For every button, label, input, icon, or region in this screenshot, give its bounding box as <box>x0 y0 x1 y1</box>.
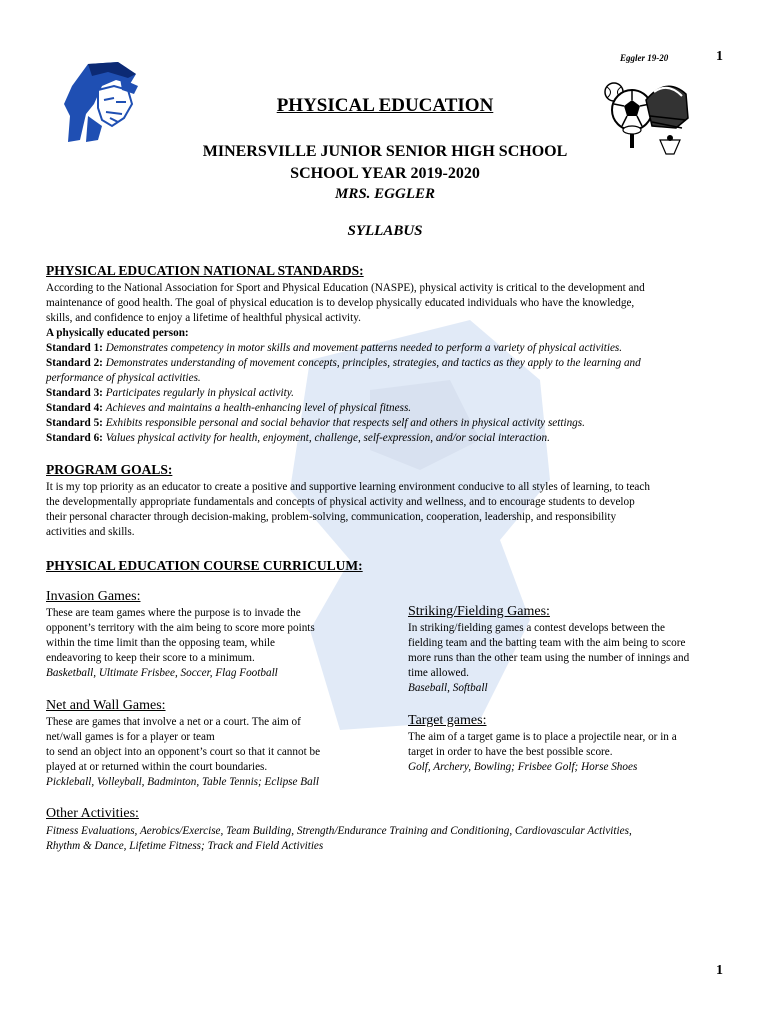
text-line: These are games that involve a net or a court. The aim of <box>46 716 301 728</box>
text-line: opponent’s territory with the aim being to score more points <box>46 622 315 634</box>
examples-line: Baseball, Softball <box>408 682 488 694</box>
school-year: SCHOOL YEAR 2019-2020 <box>290 165 480 182</box>
text-line: These are team games where the purpose is to invade the <box>46 607 301 619</box>
standards-intro-line: According to the National Association for Sport and Physical Education (NASPE), physical activity is critical to the development and <box>46 282 645 294</box>
standard-item: Standard 5: Exhibits responsible personal and social behavior that respects self and others in physical activity settings. <box>46 417 585 429</box>
school-name: MINERSVILLE JUNIOR SENIOR HIGH SCHOOL <box>202 143 568 160</box>
text-line: In striking/fielding games a contest develops between the <box>408 622 665 634</box>
other-activities-text <box>46 824 746 854</box>
standards-heading: PHYSICAL EDUCATION NATIONAL STANDARDS: <box>46 263 364 278</box>
educated-person-label: A physically educated person: <box>46 327 189 339</box>
striking-games-title: Striking/Fielding Games: <box>408 604 550 619</box>
text-line: net/wall games is for a player or team <box>46 731 215 743</box>
standard-item: Standard 2: Demonstrates understanding of movement concepts, principles, strategies, and tactics as they apply to the learning and <box>46 357 641 369</box>
goals-line: activities and skills. <box>46 526 135 538</box>
page-number-bottom: 1 <box>716 963 723 978</box>
standard-item: Standard 1: Demonstrates competency in motor skills and movement patterns needed to perform a variety of physical activities. <box>46 342 623 354</box>
net-wall-games-title: Net and Wall Games: <box>46 698 166 713</box>
text-line: played at or returned within the court boundaries. <box>46 761 268 773</box>
standard-item-continuation: performance of physical activities. <box>46 372 201 384</box>
document-type: SYLLABUS <box>347 223 423 239</box>
page-title: PHYSICAL EDUCATION <box>276 95 494 116</box>
header-code: Eggler 19-20 <box>620 53 669 63</box>
standard-item: Standard 3: Participates regularly in physical activity. <box>46 387 294 399</box>
teacher-name: MRS. EGGLER <box>334 186 436 202</box>
text-line: more runs than the other team using the number of innings and <box>408 652 690 664</box>
standard-item: Standard 6: Values physical activity for health, enjoyment, challenge, self-expression, and/or social interaction. <box>46 432 550 444</box>
net-wall-games-text <box>46 715 386 790</box>
target-games-title: Target games: <box>408 713 487 728</box>
invasion-games-title: Invasion Games: <box>46 589 141 604</box>
text-line: to send an object into an opponent’s court so that it cannot be <box>46 746 321 758</box>
goals-line: their personal character through decision-making, problem-solving, communication, cooperation, leadership, and responsibility <box>46 511 617 523</box>
text-line: within the time limit than the opposing team, while <box>46 637 275 649</box>
text-line: fielding team and the batting team with the aim being to score <box>408 637 686 649</box>
examples-line: Basketball, Ultimate Frisbee, Soccer, Flag Football <box>46 667 278 679</box>
goals-heading: PROGRAM GOALS: <box>46 462 173 477</box>
examples-line: Pickleball, Volleyball, Badminton, Table Tennis; Eclipse Ball <box>46 776 319 788</box>
text-line: Rhythm & Dance, Lifetime Fitness; Track and Field Activities <box>46 840 324 852</box>
goals-text <box>46 480 746 540</box>
standard-item: Standard 4: Achieves and maintains a health-enhancing level of physical fitness. <box>46 402 412 414</box>
examples-line: Golf, Archery, Bowling; Frisbee Golf; Horse Shoes <box>408 761 638 773</box>
curriculum-heading: PHYSICAL EDUCATION COURSE CURRICULUM: <box>46 558 363 573</box>
other-activities-title: Other Activities: <box>46 806 139 821</box>
target-games-text <box>408 730 748 775</box>
striking-games-text <box>408 621 748 696</box>
text-line: target in order to have the best possible score. <box>408 746 613 758</box>
standards-section <box>46 281 746 446</box>
standards-intro-line: maintenance of good health. The goal of physical education is to develop physically educated individuals who have the knowledge, <box>46 297 635 309</box>
goals-line: It is my top priority as an educator to create a positive and supportive learning environment conducive to all styles of learning, to teach <box>46 481 650 493</box>
goals-line: the developmentally appropriate fundamentals and concepts of physical activity and wellness, and to encourage students to develop <box>46 496 635 508</box>
text-line: Fitness Evaluations, Aerobics/Exercise, Team Building, Strength/Endurance Training and Conditioning, Cardiovascular Activities, <box>46 825 632 837</box>
text-line: time allowed. <box>408 667 469 679</box>
invasion-games-text <box>46 606 386 681</box>
page-number-top: 1 <box>716 49 723 64</box>
standards-intro-line: skills, and confidence to enjoy a lifetime of healthful physical activity. <box>46 312 361 324</box>
text-line: The aim of a target game is to place a projectile near, or in a <box>408 731 677 743</box>
text-line: endeavoring to keep their score to a minimum. <box>46 652 255 664</box>
